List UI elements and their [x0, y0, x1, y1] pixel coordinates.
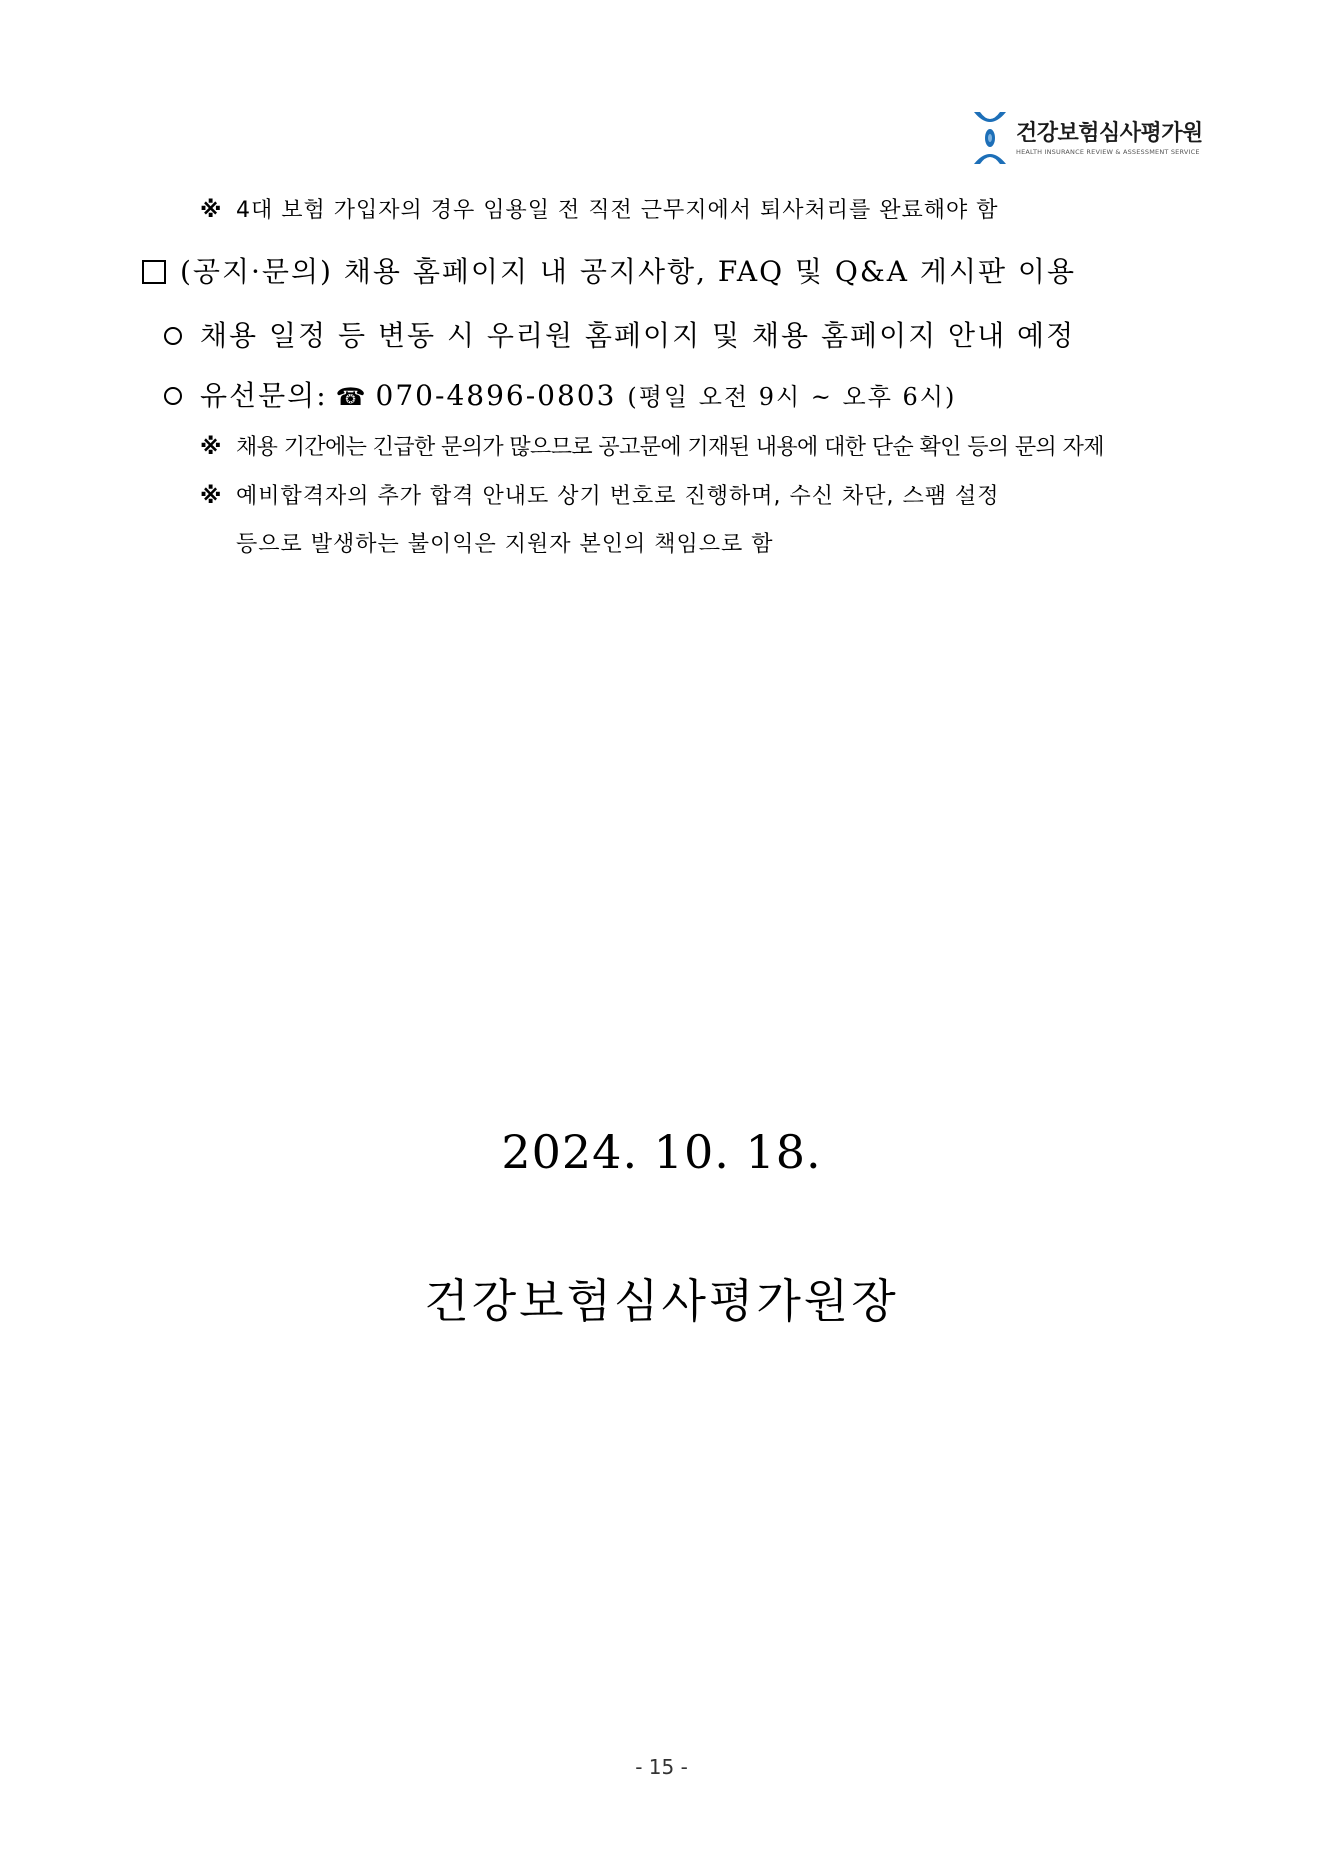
section-notice [142, 250, 1076, 290]
note-period [200, 430, 1104, 461]
section-notice-text: (공지·문의) 채용 홈페이지 내 공지사항, FAQ 및 Q&A 게시판 이용 [180, 255, 1077, 288]
page-number: - 15 - [635, 1755, 688, 1779]
telephone-icon: ☎ [335, 383, 368, 411]
square-bullet-icon [142, 260, 166, 284]
phone-hours: (평일 오전 9시 ~ 오후 6시) [627, 383, 957, 411]
phone-label: 유선문의: [200, 379, 328, 412]
item-schedule-text: 채용 일정 등 변동 시 우리원 홈페이지 및 채용 홈페이지 안내 예정 [200, 319, 1076, 352]
hira-x-logo-icon [970, 110, 1010, 166]
announcement-date: 2024. 10. 18. [501, 1125, 822, 1179]
note-insurance [200, 193, 999, 224]
logo-subtitle: HEALTH INSURANCE REVIEW & ASSESSMENT SERVICE [1016, 148, 1200, 156]
note-reserve-continued [236, 527, 774, 558]
note-reserve-line1: 예비합격자의 추가 합격 안내도 상기 번호로 진행하며, 수신 차단, 스팸 설정 [236, 484, 1000, 509]
note-mark: ※ [200, 484, 223, 509]
note-mark: ※ [200, 435, 221, 460]
item-schedule [160, 314, 1075, 354]
note-period-text: 채용 기간에는 긴급한 문의가 많으므로 공고문에 기재된 내용에 대한 단순 확인 등의 문의 자제 [236, 435, 1104, 460]
note-reserve [200, 479, 999, 510]
circle-bullet-icon [164, 327, 182, 345]
item-phone [160, 374, 956, 414]
note-mark: ※ [200, 198, 223, 223]
circle-bullet-icon [164, 387, 182, 405]
note-insurance-text: 4대 보험 가입자의 경우 임용일 전 직전 근무지에서 퇴사처리를 완료해야 함 [236, 198, 999, 223]
organization-logo [970, 108, 1210, 168]
note-reserve-line2: 등으로 발생하는 불이익은 지원자 본인의 책임으로 함 [236, 532, 774, 557]
logo-title: 건강보험심사평가원 [1016, 121, 1203, 146]
signer-title: 건강보험심사평가원장 [424, 1274, 899, 1328]
phone-number: 070-4896-0803 [375, 379, 617, 412]
